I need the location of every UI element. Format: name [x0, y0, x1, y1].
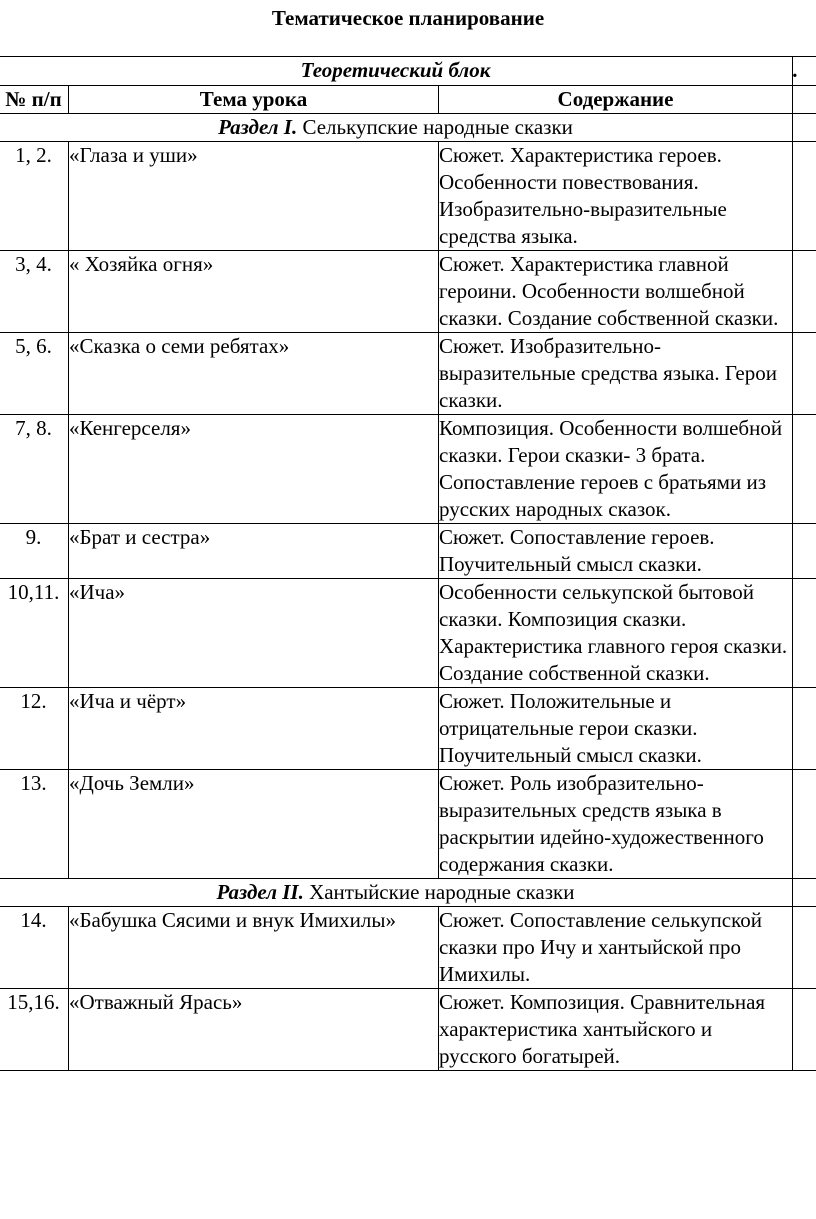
header-content: Содержание — [439, 86, 793, 114]
table-row — [0, 579, 816, 688]
thematic-plan-table — [0, 56, 816, 1071]
section-title — [0, 879, 793, 907]
table-row — [0, 524, 816, 579]
lesson-number: 14. — [0, 907, 69, 989]
header-row — [0, 86, 816, 114]
block-row — [0, 57, 816, 86]
extra-cell — [793, 333, 816, 415]
lesson-content: Сюжет. Характеристика героев. Особенности повествования. Изобразительно-выразительные средства языка. — [439, 142, 793, 251]
extra-cell — [793, 142, 816, 251]
lesson-content: Сюжет. Роль изобразительно-выразительных средств языка в раскрытии идейно-художественного содержания сказки. — [439, 770, 793, 879]
section-row — [0, 879, 816, 907]
lesson-number: 13. — [0, 770, 69, 879]
lesson-topic: «Ича и чёрт» — [69, 688, 439, 770]
section-name: Селькупские народные сказки — [297, 115, 573, 139]
lesson-number: 5, 6. — [0, 333, 69, 415]
section-name: Хантыйские народные сказки — [303, 880, 575, 904]
section-label: Раздел II. — [216, 880, 304, 904]
table-row — [0, 770, 816, 879]
lesson-content: Сюжет. Сопоставление героев. Поучительный смысл сказки. — [439, 524, 793, 579]
lesson-number: 1, 2. — [0, 142, 69, 251]
lesson-topic: «Глаза и уши» — [69, 142, 439, 251]
lesson-topic: «Брат и сестра» — [69, 524, 439, 579]
table-row — [0, 251, 816, 333]
block-label: Теоретический блок — [0, 57, 793, 86]
extra-cell — [793, 86, 816, 114]
section-label: Раздел I. — [218, 115, 298, 139]
lesson-topic: «Бабушка Сясими и внук Имихилы» — [69, 907, 439, 989]
lesson-content: Композиция. Особенности волшебной сказки. Герои сказки- 3 брата. Сопоставление героев с братьями из русских народных сказок. — [439, 415, 793, 524]
extra-cell — [793, 579, 816, 688]
block-extra: . — [793, 57, 816, 86]
lesson-number: 15,16. — [0, 989, 69, 1071]
lesson-topic: «Сказка о семи ребятах» — [69, 333, 439, 415]
page-title: Тематическое планирование — [271, 6, 545, 30]
header-number: № п/п — [0, 86, 69, 114]
lesson-content: Особенности селькупской бытовой сказки. Композиция сказки. Характеристика главного героя сказки. Создание собственной сказки. — [439, 579, 793, 688]
lesson-number: 7, 8. — [0, 415, 69, 524]
lesson-content: Сюжет. Положительные и отрицательные герои сказки. Поучительный смысл сказки. — [439, 688, 793, 770]
extra-cell — [793, 114, 816, 142]
lesson-number: 10,11. — [0, 579, 69, 688]
lesson-number: 9. — [0, 524, 69, 579]
lesson-topic: «Дочь Земли» — [69, 770, 439, 879]
table-row — [0, 415, 816, 524]
section-title — [0, 114, 793, 142]
extra-cell — [793, 251, 816, 333]
lesson-content: Сюжет. Композиция. Сравнительная характеристика хантыйского и русского богатырей. — [439, 989, 793, 1071]
extra-cell — [793, 879, 816, 907]
extra-cell — [793, 989, 816, 1071]
lesson-number: 12. — [0, 688, 69, 770]
lesson-topic: «Ича» — [69, 579, 439, 688]
extra-cell — [793, 415, 816, 524]
table-row — [0, 142, 816, 251]
table-row — [0, 907, 816, 989]
table-row — [0, 989, 816, 1071]
extra-cell — [793, 770, 816, 879]
table-row — [0, 688, 816, 770]
lesson-content: Сюжет. Сопоставление селькупской сказки про Ичу и хантыйской про Имихилы. — [439, 907, 793, 989]
extra-cell — [793, 688, 816, 770]
lesson-content: Сюжет. Характеристика главной героини. Особенности волшебной сказки. Создание собственной сказки. — [439, 251, 793, 333]
section-row — [0, 114, 816, 142]
extra-cell — [793, 907, 816, 989]
extra-cell — [793, 524, 816, 579]
lesson-number: 3, 4. — [0, 251, 69, 333]
lesson-topic: « Хозяйка огня» — [69, 251, 439, 333]
lesson-topic: «Кенгерселя» — [69, 415, 439, 524]
table-row — [0, 333, 816, 415]
lesson-topic: «Отважный Ярась» — [69, 989, 439, 1071]
header-topic: Тема урока — [69, 86, 439, 114]
lesson-content: Сюжет. Изобразительно-выразительные средства языка. Герои сказки. — [439, 333, 793, 415]
